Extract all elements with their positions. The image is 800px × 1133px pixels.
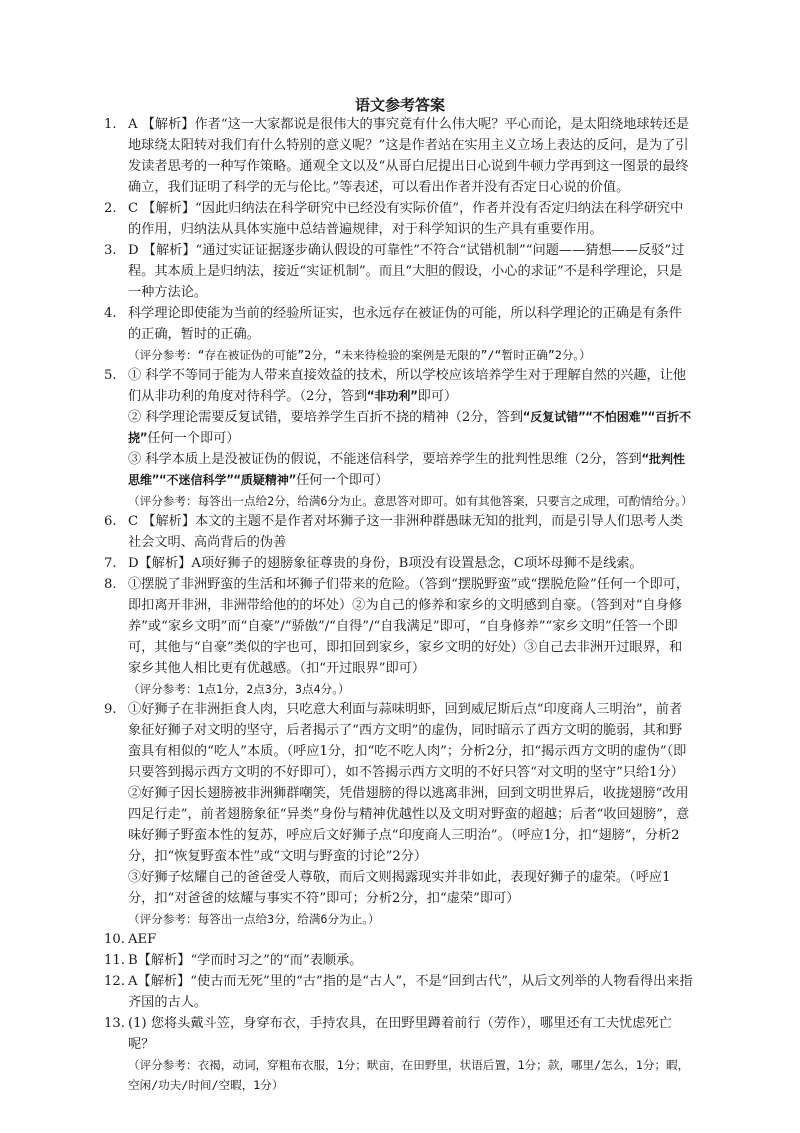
- item-text: 科学理论即使能为当前的经验所证实，也永远存在被证伪的可能，所以科学理论的正确是有条件的正确，暂时的正确。: [128, 306, 682, 342]
- keyword-bold: “反复试错”“不怕困难”“百折不挠”: [128, 410, 692, 445]
- item-number: 10.: [104, 932, 125, 947]
- answer-item-12: [104, 971, 694, 1013]
- keyword-bold: “批判性思维”“不迷信科学”“质疑精神”: [128, 452, 685, 487]
- scoring-note: （评分参考：“存在被证伪的可能”2分，“未来待检验的案例是无限的”/“暂时正确”2分。）: [128, 348, 591, 362]
- sub-answer-tail: 任何一个即可）: [296, 473, 389, 488]
- item-number: 13.: [104, 1016, 125, 1031]
- item-text: (1) 您将头戴斗笠，身穿布衣，手持农具，在田野里蹲着前行（劳作），哪里还有工夫忧虑死亡呢？: [128, 1016, 672, 1052]
- answer-item-1: [104, 114, 694, 198]
- answer-item-3: [104, 240, 694, 303]
- scoring-note: （评分参考：1点1分，2点3分，3点4分。）: [128, 682, 350, 696]
- sub-answer-text: ② 科学理论需要反复试错，要培养学生百折不挠的精神（2分，答到: [128, 410, 524, 425]
- answer-item-4: [104, 303, 694, 365]
- sub-answer-1: [128, 365, 694, 407]
- item-number: 2.: [104, 201, 117, 216]
- sub-answer-tail: 任何一个即可）: [147, 431, 240, 446]
- answer-item-10: [104, 929, 694, 950]
- answer-item-13: [104, 1013, 694, 1095]
- answer-item-8: [104, 574, 694, 699]
- item-text: D【解析】A项好狮子的翅膀象征尊贵的身份，B项没有设置悬念，C项坏母狮不是线索。: [128, 556, 643, 571]
- sub-answer-text: ① 科学不等同于能为人带来直接效益的技术，所以学校应该培养学生对于理解自然的兴趣，让他们从非功利的角度对待科学。（2分，答到: [128, 368, 687, 404]
- scoring-note: （评分参考：每答出一点给2分，给满6分为止。意思答对即可。如有其他答案，只要言之成理，可酌情给分。）: [128, 494, 693, 508]
- item-text: D 【解析】“通过实证证据逐步确认假设的可靠性”不符合“试错机制”“问题——猜想——反驳”过程。其本质上是归纳法，接近“实证机制”。而且“大胆的假设，小心的求证”不是科学理论，只是一种方法论。: [128, 243, 685, 300]
- scoring-note: （评分参考：每答出一点给3分，给满6分为止。）: [128, 912, 380, 926]
- answer-item-7: [104, 553, 694, 574]
- answer-item-5: [104, 365, 694, 511]
- item-number: 8.: [104, 577, 117, 592]
- answer-item-2: [104, 198, 694, 240]
- sub-answer-text: ③ 科学本质上是没被证伪的假说，不能迷信科学，要培养学生的批判性思维（2分，答到: [128, 452, 642, 467]
- answer-item-6: [104, 511, 694, 553]
- item-text: AEF: [128, 932, 157, 947]
- sub-answer-1: ①好狮子在非洲拒食人肉，只吃意大利面与蒜味明虾，回到威尼斯后点“印度商人三明治”，前者象征好狮子对文明的坚守，后者揭示了“西方文明”的虚伪，同时暗示了西方文明的脆弱，其和野蛮具有相似的“吃人”本质。（呼应1分，扣“吃不吃人肉”；分析2分，扣“揭示西方文明的虚伪”（即只要答到揭示西方文明的不好即可），如不答揭示西方文明的不好只答“对文明的坚守”只给1分）: [128, 702, 687, 780]
- item-number: 7.: [104, 556, 117, 571]
- item-number: 6.: [104, 514, 117, 529]
- sub-answer-3: [128, 449, 694, 491]
- answer-item-9: [104, 699, 694, 929]
- answer-list: [104, 114, 694, 1095]
- item-number: 4.: [104, 306, 117, 321]
- item-number: 9.: [104, 702, 117, 717]
- item-text: A 【解析】作者“这一大家都说是很伟大的事究竟有什么伟大呢？平心而论，是太阳绕地球转还是地球绕太阳转对我们有什么特别的意义呢？”这是作者站在实用主义立场上表达的反问，是为了引发读者思考的一种写作策略。通观全文以及“从哥白尼提出日心说到牛顿力学再到这一图景的最终确立，我们证明了科学的无与伦比。”等表述，可以看出作者并没有否定日心说的价值。: [128, 117, 690, 195]
- item-text: B【解析】“学而时习之”的“而”表顺承。: [128, 953, 363, 968]
- keyword-bold: “非功利”: [367, 389, 418, 403]
- item-text: C 【解析】本文的主题不是作者对坏狮子这一非洲种群愚昧无知的批判，而是引导人们思考人类社会文明、高尚背后的伪善: [128, 514, 683, 550]
- sub-answer-2: [128, 407, 694, 449]
- item-text: A【解析】“使古而无死”里的“古”指的是“古人”，不是“回到古代”，从后文列举的人物看得出来指齐国的古人。: [128, 974, 693, 1010]
- item-number: 5.: [104, 368, 117, 383]
- sub-answer-2: ②好狮子因长翅膀被非洲狮群嘲笑，凭借翅膀的得以逃离非洲，回到文明世界后，收拢翅膀“改用四足行走”，前者翅膀象征“异类”身份与精神优越性以及文明对野蛮的超越；后者“收回翅膀”，意味好狮子野蛮本性的复苏，呼应后文好狮子点“印度商人三明治”。（呼应1分，扣“翅膀”，分析2分，扣“恢复野蛮本性”或“文明与野蛮的讨论”2分）: [128, 786, 690, 864]
- sub-answer-tail: 即可）: [417, 389, 458, 404]
- item-number: 12.: [104, 974, 125, 989]
- item-text: ①摆脱了非洲野蛮的生活和坏狮子们带来的危险。（答到“摆脱野蛮”或“摆脱危险”任何一个即可，即扣离开非洲，非洲带给他的的坏处）②为自己的修养和家乡的文明感到自豪。（答到对“自身修养”或“家乡文明”而“自豪”/“骄傲”/“自得”/“自我满足”即可，“自身修养”“家乡文明”任答一个即可，其他与“自豪”类似的字也可，即扣回到家乡，家乡文明的好处）③自己去非洲开过眼界，和家乡其他人相比更有优越感。（扣“开过眼界”即可）: [128, 577, 690, 676]
- item-number: 1.: [104, 117, 117, 132]
- item-number: 11.: [104, 953, 125, 968]
- page-title: 语文参考答案: [354, 96, 445, 114]
- scoring-note: （评分参考：衣褐，动词，穿粗布衣服，1分；畎亩，在田野里，状语后置，1分；款，哪里/怎么，1分；暇，空闲/功夫/时间/空暇，1分）: [128, 1058, 690, 1092]
- item-number: 3.: [104, 243, 117, 258]
- sub-answer-3: ③好狮子炫耀自己的爸爸受人尊敬，而后文则揭露现实并非如此，表现好狮子的虚荣。（呼应1分，扣“对爸爸的炫耀与事实不符”即可；分析2分，扣“虚荣”即可）: [128, 870, 671, 906]
- item-text: C 【解析】“因此归纳法在科学研究中已经没有实际价值”，作者并没有否定归纳法在科学研究中的作用，归纳法从具体实施中总结普遍规律，对于科学知识的生产具有重要作用。: [128, 201, 684, 237]
- answer-item-11: [104, 950, 694, 971]
